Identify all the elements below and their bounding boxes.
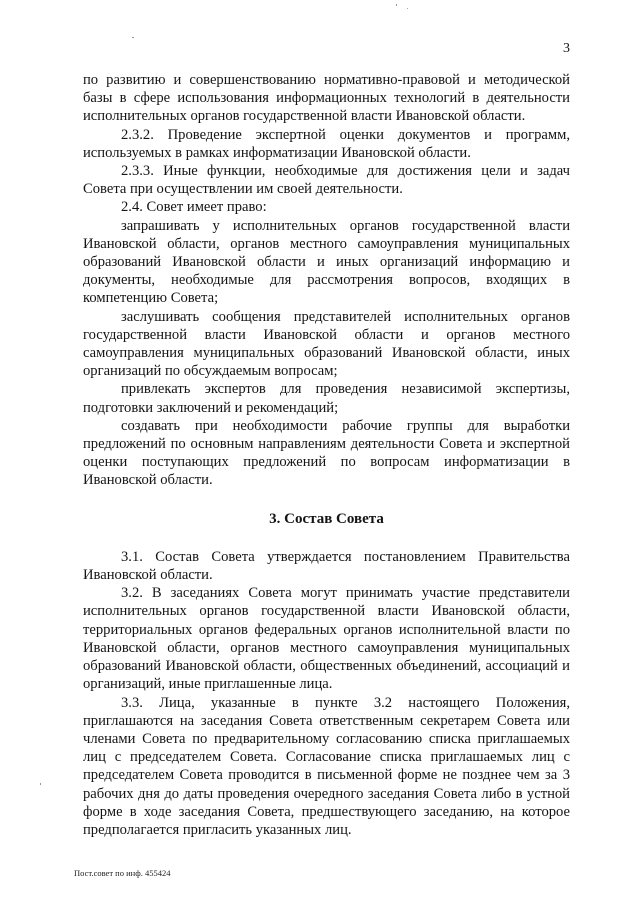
- paragraph: 3.1. Состав Совета утверждается постановлением Правительства Ивановской области.: [83, 548, 570, 584]
- paragraph: 3.2. В заседаниях Совета могут принимать участие представители исполнительных органов государственной власти Ивановской области, территориальных органов федеральных органов исполнительной власти по Ивановской области, органов местного самоуправления муниципальных образований Ивановской области, общественных объединений, ассоциаций и организаций, иные приглашенные лица.: [83, 585, 570, 693]
- footer-note: Пост.совет по инф. 455424: [74, 868, 171, 878]
- scan-speck: [132, 37, 134, 38]
- page-number: 3: [563, 41, 570, 56]
- paragraph: по развитию и совершенствованию нормативно-правовой и методической базы в сфере использования информационных технологий в деятельности исполнительных органов государственной власти Ивановской области.: [83, 72, 570, 125]
- scan-speck: [407, 8, 408, 9]
- scan-speck: [40, 783, 41, 785]
- section-heading: 3. Состав Совета: [269, 510, 384, 527]
- paragraph: 2.4. Совет имеет право:: [121, 199, 267, 216]
- paragraph: привлекать экспертов для проведения независимой экспертизы, подготовки заключений и рекомендаций;: [83, 381, 570, 416]
- paragraph: запрашивать у исполнительных органов государственной власти Ивановской области, органов местного самоуправления муниципальных образований Ивановской области и иных организаций информацию и документы, необходимые для рассмотрения вопросов, входящих в компетенцию Совета;: [83, 217, 570, 307]
- paragraph: создавать при необходимости рабочие группы для выработки предложений по основным направлениям деятельности Совета и экспертной оценки поступающих предложений по вопросам информатизации в Ивановской области.: [83, 417, 570, 489]
- paragraph: 3.3. Лица, указанные в пункте 3.2 настоящего Положения, приглашаются на заседания Совета ответственным секретарем Совета или членами Совета по предварительному согласованию списка приглашаемых лиц с председателем Совета. Согласование списка приглашаемых лиц с председателем Совета проводится в письменной форме не позднее чем за 3 рабочих дня до даты проведения очередного заседания Совета либо в устной форме в ходе заседания Совета, предшествующего заседанию, на которое предполагается пригласить указанных лиц.: [83, 694, 570, 838]
- document-body: [83, 71, 570, 839]
- scan-speck: [396, 4, 397, 6]
- paragraph: 2.3.2. Проведение экспертной оценки документов и программ, используемых в рамках информатизации Ивановской области.: [83, 126, 570, 161]
- paragraph: заслушивать сообщения представителей исполнительных органов государственной власти Ивановской области и органов местного самоуправления муниципальных образований Ивановской области, иных организаций по обсуждаемым вопросам;: [83, 308, 570, 380]
- paragraph: 2.3.3. Иные функции, необходимые для достижения цели и задач Совета при осуществлении им своей деятельности.: [83, 163, 570, 198]
